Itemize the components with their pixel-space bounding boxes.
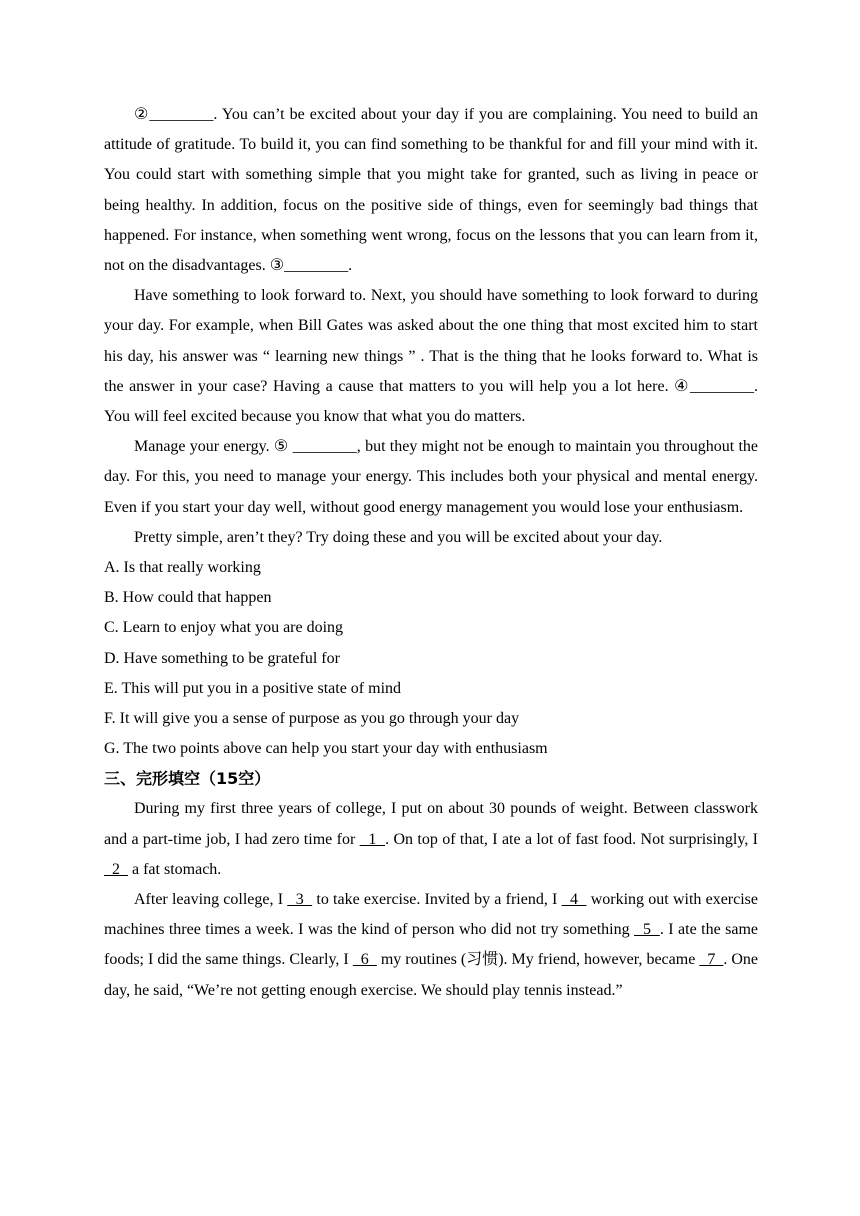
cloze-blank-3: 3: [287, 891, 313, 909]
cloze-text: After leaving college, I: [134, 891, 288, 909]
cloze-text: my routines (习惯). My friend, however, became: [376, 951, 700, 969]
cloze-paragraph-1: [104, 794, 758, 885]
option-d: D. Have something to be grateful for: [104, 649, 340, 667]
option-e: E. This will put you in a positive state of mind: [104, 679, 402, 697]
cloze-text: a fat stomach.: [128, 860, 222, 878]
option-a: A. Is that really working: [104, 559, 261, 577]
cloze-blank-7: 7: [699, 951, 724, 969]
cloze-text: working out with exercise machines three times a week. I was the kind of person who did not try something: [104, 891, 759, 939]
paragraph-look-forward: Have something to look forward to. Next, you should have something to look forward to during your day. For example, when Bill Gates was asked about the one thing that most excited him to start his day, his answer was “ learning new things ” . That is the thing that he looks forward to. What is the answer in your case? Having a cause that matters to you will help you a lot here. ④________. You will feel excited because you know that what you do matters.: [104, 287, 758, 426]
cloze-paragraph-2: [104, 885, 758, 1006]
document-page: [104, 100, 758, 1006]
cloze-blank-2: 2: [104, 860, 128, 878]
paragraph-gratitude: ②________. You can’t be excited about your day if you are complaining. You need to build an attitude of gratitude. To build it, you can find something to be thankful for and fill your mind with it. You could start with something simple that you might take for granted, such as living in peace or being healthy. In addition, focus on the positive side of things, even for seemingly bad things that happened. For instance, when something went wrong, focus on the lessons that you can learn from it, not on the disadvantages. ③________.: [104, 106, 758, 275]
cloze-text: . I ate the same foods; I did the same things. Clearly, I: [104, 921, 758, 969]
cloze-blank-1: 1: [359, 830, 386, 848]
paragraph-manage-energy: Manage your energy. ⑤ ________, but they might not be enough to maintain you throughout the day. For this, you need to manage your energy. This includes both your physical and mental energy. Even if you start your day well, without good energy management you would lose your enthusiasm.: [104, 438, 758, 516]
cloze-text: . One day, he said, “We’re not getting enough exercise. We should play tennis instead.”: [104, 951, 759, 999]
cloze-blank-4: 4: [561, 891, 587, 909]
option-g: G. The two points above can help you start your day with enthusiasm: [104, 740, 548, 758]
option-c: C. Learn to enjoy what you are doing: [104, 619, 344, 637]
cloze-text: During my first three years of college, I put on about 30 pounds of weight. Between classwork and a part-time job, I had zero time for: [104, 800, 758, 848]
cloze-blank-5: 5: [634, 921, 660, 939]
cloze-text: . On top of that, I ate a lot of fast food. Not surprisingly, I: [385, 830, 759, 848]
option-b: B. How could that happen: [104, 589, 272, 607]
options-list: [104, 553, 758, 764]
cloze-blank-6: 6: [352, 951, 377, 969]
cloze-text: to take exercise. Invited by a friend, I: [312, 891, 562, 909]
option-f: F. It will give you a sense of purpose as you go through your day: [104, 710, 520, 728]
section-heading-cloze: 三、完形填空（15空）: [104, 769, 271, 789]
paragraph-conclusion: Pretty simple, aren’t they? Try doing these and you will be excited about your day.: [134, 528, 663, 546]
